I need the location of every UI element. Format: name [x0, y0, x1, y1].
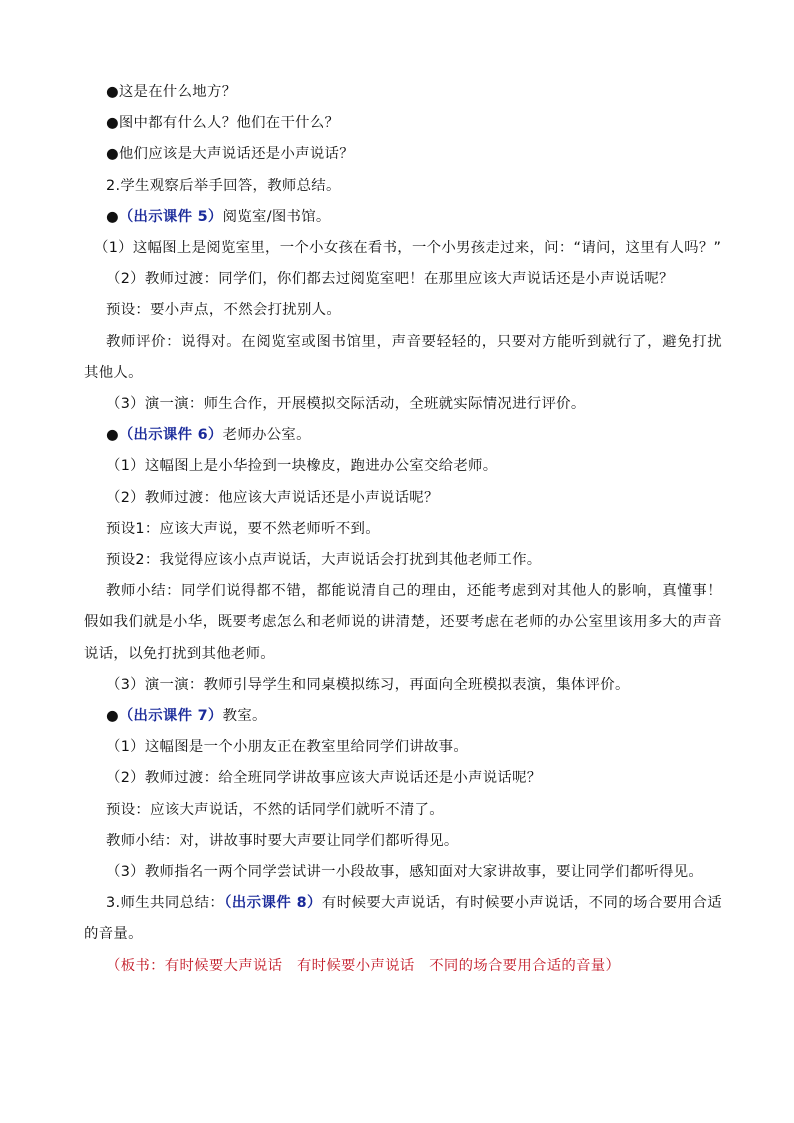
text: （3）教师指名一两个同学尝试讲一小段故事，感知面对大家讲故事，要让同学们都听得见。 — [106, 864, 704, 881]
text: （1）这幅图上是小华捡到一块橡皮，跑进办公室交给老师。 — [106, 458, 498, 475]
text: 预设1：应该大声说，要不然老师听不到。 — [106, 520, 380, 537]
text: 预设2：我觉得应该小点声说话，大声说话会打扰到其他老师工作。 — [106, 552, 542, 569]
courseware-6-heading — [106, 420, 722, 451]
text: （3）演一演：教师引导学生和同桌模拟练习，再面向全班模拟表演，集体评价。 — [106, 676, 630, 693]
c5-item-3 — [106, 389, 722, 420]
bullet: ● — [106, 208, 119, 225]
text: （2）教师过渡：同学们，你们都去过阅览室吧！在那里应该大声说话还是小声说话呢？ — [106, 271, 674, 288]
text: 教师评价：说得对。在阅览室或图书馆里，声音要轻轻的，只要对方能听到就行了，避免打扰其他人。 — [84, 333, 722, 381]
text: 3.师生共同总结： — [106, 895, 225, 912]
question-people — [106, 108, 722, 139]
courseware-label: （出示课件 6） — [118, 427, 223, 444]
text: （板书：有时候要大声说话 有时候要小声说话 不同的场合要用合适的音量） — [106, 957, 621, 974]
c7-item-1 — [106, 732, 722, 763]
bullet: ● — [106, 708, 119, 725]
c5-preset — [106, 295, 722, 326]
text: 2.学生观察后举手回答，教师总结。 — [106, 177, 341, 194]
blackboard-note — [106, 951, 722, 982]
c5-evaluation — [84, 327, 722, 389]
text: 阅览室/图书馆。 — [222, 208, 331, 225]
text: （2）教师过渡：他应该大声说话还是小声说话呢？ — [106, 489, 439, 506]
c6-item-1 — [106, 451, 722, 482]
step-3-summary — [84, 888, 722, 950]
courseware-7-heading — [106, 701, 722, 732]
c7-preset — [106, 795, 722, 826]
text: 老师办公室。 — [222, 427, 311, 444]
text: （1）这幅图是一个小朋友正在教室里给同学们讲故事。 — [106, 739, 469, 756]
c5-item-2 — [106, 264, 722, 295]
step-2 — [106, 171, 722, 202]
text: （1）这幅图上是阅览室里，一个小女孩在看书，一个小男孩走过来，问：“请问，这里有人吗？” — [94, 240, 722, 257]
question-place — [106, 77, 722, 108]
courseware-label: （出示课件 5） — [118, 208, 223, 225]
lesson-body — [84, 77, 722, 982]
text: 预设：应该大声说话，不然的话同学们就听不清了。 — [106, 801, 444, 818]
text: ●这是在什么地方？ — [106, 84, 237, 100]
text: 预设：要小声点，不然会打扰别人。 — [106, 302, 342, 319]
text: ●他们应该是大声说话还是小声说话？ — [106, 146, 354, 163]
c6-preset-1 — [106, 514, 722, 545]
text: 教师小结：同学们说得都不错，都能说清自己的理由，还能考虑到对其他人的影响，真懂事！假如我们就是小华，既要考虑怎么和老师说的讲清楚，还要考虑在老师的办公室里该用多大的声音说话，以免打扰到其他老师。 — [84, 583, 722, 662]
text: 有时候要大声说话，有时候要小声说话，不同的场合要用合适的音量。 — [84, 895, 722, 943]
c6-preset-2 — [106, 545, 722, 576]
courseware-label: （出示课件 7） — [118, 708, 223, 725]
text: （2）教师过渡：给全班同学讲故事应该大声说话还是小声说话呢？ — [106, 770, 542, 787]
text: 教师小结：对，讲故事时要大声要让同学们都听得见。 — [106, 832, 459, 849]
text: 教室。 — [222, 708, 267, 725]
courseware-label: （出示课件 8） — [224, 895, 322, 912]
c7-item-2 — [106, 763, 722, 794]
text: ●图中都有什么人？他们在干什么？ — [106, 115, 340, 132]
c7-item-3 — [84, 857, 722, 888]
c7-summary — [106, 826, 722, 857]
c6-summary — [84, 576, 722, 670]
c6-item-2 — [106, 483, 722, 514]
text: （3）演一演：师生合作，开展模拟交际活动，全班就实际情况进行评价。 — [106, 396, 586, 413]
bullet: ● — [106, 427, 119, 444]
question-volume — [106, 139, 722, 170]
courseware-5-heading — [106, 202, 722, 233]
c6-item-3 — [106, 670, 722, 701]
c5-item-1 — [94, 233, 722, 264]
